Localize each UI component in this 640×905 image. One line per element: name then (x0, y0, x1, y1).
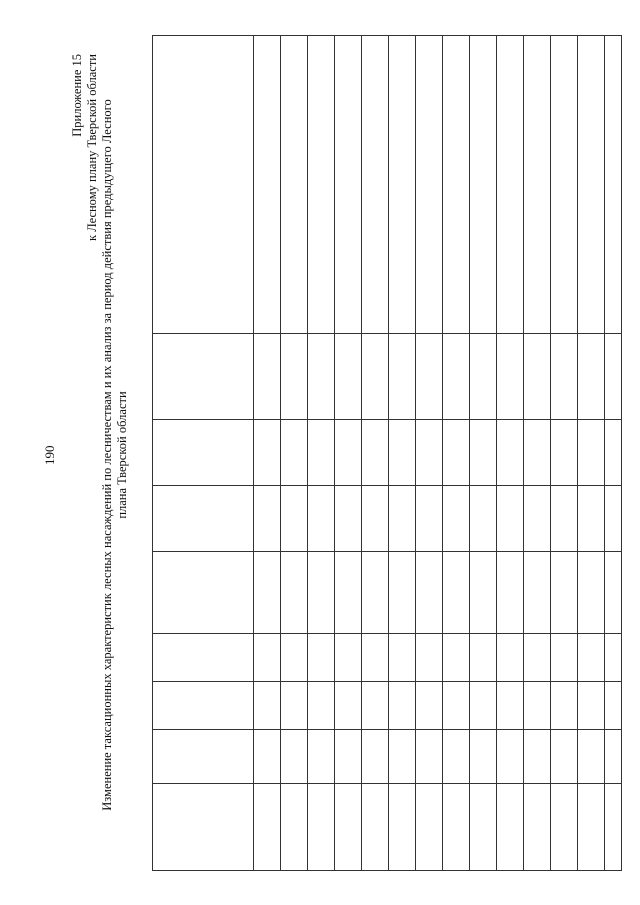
table-row (388, 36, 416, 870)
data-table (152, 35, 622, 871)
table-row (361, 36, 389, 870)
appendix-line-2: к Лесному плану Тверской области (85, 54, 99, 241)
page-number: 190 (42, 445, 57, 465)
table-row (577, 36, 605, 870)
title-line-2: плана Тверской области (115, 391, 129, 519)
table-row (307, 36, 335, 870)
appendix-header (70, 54, 100, 241)
table-row (415, 36, 443, 870)
table-row (253, 36, 281, 870)
table-row (442, 36, 470, 870)
table-header (153, 36, 254, 870)
table-row (469, 36, 497, 870)
title-line-1: Изменение таксационных характеристик лесных насаждений по лесничествам и их анализ за период действия предыдущего Лесного (100, 99, 114, 811)
table-row (280, 36, 308, 870)
appendix-line-1: Приложение 15 (70, 54, 84, 137)
table-row (523, 36, 551, 870)
table-row (550, 36, 578, 870)
table-row (334, 36, 362, 870)
document-title (100, 45, 130, 865)
table-row (496, 36, 524, 870)
